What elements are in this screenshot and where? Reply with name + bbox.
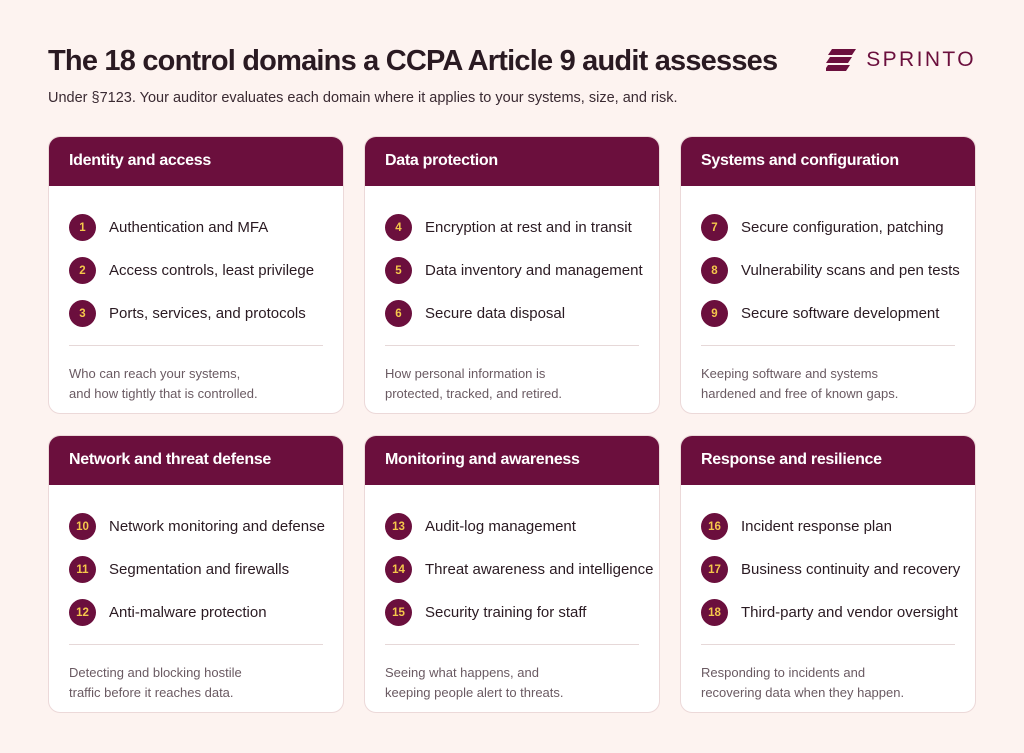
card-divider bbox=[701, 644, 955, 645]
number-badge: 13 bbox=[385, 513, 412, 540]
control-label: Audit-log management bbox=[425, 518, 576, 535]
domain-grid bbox=[48, 136, 976, 712]
control-item bbox=[69, 249, 343, 292]
control-label: Secure data disposal bbox=[425, 305, 566, 322]
control-list bbox=[365, 186, 659, 335]
number-badge: 1 bbox=[69, 214, 96, 241]
control-list bbox=[49, 186, 343, 335]
control-label: Incident response plan bbox=[741, 518, 892, 535]
control-label: Ports, services, and protocols bbox=[109, 305, 306, 322]
header bbox=[48, 44, 978, 106]
control-item bbox=[69, 292, 343, 335]
domain-card bbox=[680, 435, 976, 713]
card-description: Who can reach your systems, and how tightly that is controlled. bbox=[69, 366, 258, 401]
number-badge: 9 bbox=[701, 300, 728, 327]
control-item bbox=[385, 206, 659, 249]
number-badge: 8 bbox=[701, 257, 728, 284]
domain-card bbox=[48, 435, 344, 713]
control-item bbox=[385, 548, 659, 591]
control-label: Security training for staff bbox=[425, 604, 587, 621]
control-label: Threat awareness and intelligence bbox=[425, 561, 654, 578]
card-title: Systems and configuration bbox=[681, 137, 975, 186]
logo-text: SPRINTO bbox=[866, 48, 976, 71]
card-divider bbox=[385, 345, 639, 346]
card-description: Seeing what happens, and keeping people alert to threats. bbox=[385, 665, 564, 700]
domain-card bbox=[364, 435, 660, 713]
card-title: Monitoring and awareness bbox=[365, 436, 659, 485]
card-description: Keeping software and systems hardened and free of known gaps. bbox=[701, 366, 899, 401]
number-badge: 7 bbox=[701, 214, 728, 241]
control-item bbox=[69, 505, 343, 548]
domain-card bbox=[680, 136, 976, 414]
control-list bbox=[49, 485, 343, 634]
control-list bbox=[681, 186, 975, 335]
card-divider bbox=[69, 345, 323, 346]
number-badge: 18 bbox=[701, 599, 728, 626]
control-item bbox=[701, 206, 975, 249]
control-item bbox=[69, 206, 343, 249]
control-item bbox=[701, 292, 975, 335]
number-badge: 6 bbox=[385, 300, 412, 327]
card-title: Data protection bbox=[365, 137, 659, 186]
card-description: How personal information is protected, tracked, and retired. bbox=[385, 366, 563, 401]
control-label: Data inventory and management bbox=[425, 262, 643, 279]
number-badge: 17 bbox=[701, 556, 728, 583]
number-badge: 11 bbox=[69, 556, 96, 583]
control-list bbox=[365, 485, 659, 634]
number-badge: 15 bbox=[385, 599, 412, 626]
card-description: Detecting and blocking hostile traffic before it reaches data. bbox=[69, 665, 242, 700]
control-item bbox=[701, 548, 975, 591]
control-item bbox=[701, 249, 975, 292]
control-item bbox=[385, 505, 659, 548]
number-badge: 2 bbox=[69, 257, 96, 284]
control-label: Secure software development bbox=[741, 305, 940, 322]
control-item bbox=[69, 591, 343, 634]
control-label: Access controls, least privilege bbox=[109, 262, 315, 279]
number-badge: 16 bbox=[701, 513, 728, 540]
control-item bbox=[701, 505, 975, 548]
sprinto-logo-icon bbox=[826, 49, 856, 71]
control-label: Encryption at rest and in transit bbox=[425, 219, 632, 236]
card-divider bbox=[701, 345, 955, 346]
control-item bbox=[701, 591, 975, 634]
number-badge: 3 bbox=[69, 300, 96, 327]
control-label: Network monitoring and defense bbox=[109, 518, 325, 535]
domain-card bbox=[364, 136, 660, 414]
control-label: Anti-malware protection bbox=[109, 604, 267, 621]
control-item bbox=[69, 548, 343, 591]
control-label: Segmentation and firewalls bbox=[109, 561, 290, 578]
number-badge: 4 bbox=[385, 214, 412, 241]
card-divider bbox=[69, 644, 323, 645]
page-title: The 18 control domains a CCPA Article 9 audit assesses bbox=[48, 45, 778, 77]
sprinto-logo bbox=[826, 48, 976, 72]
control-label: Business continuity and recovery bbox=[741, 561, 961, 578]
card-title: Network and threat defense bbox=[49, 436, 343, 485]
number-badge: 14 bbox=[385, 556, 412, 583]
control-label: Third-party and vendor oversight bbox=[741, 604, 958, 621]
card-description: Responding to incidents and recovering data when they happen. bbox=[701, 665, 905, 700]
number-badge: 5 bbox=[385, 257, 412, 284]
control-label: Authentication and MFA bbox=[109, 219, 269, 236]
control-list bbox=[681, 485, 975, 634]
card-divider bbox=[385, 644, 639, 645]
number-badge: 12 bbox=[69, 599, 96, 626]
page-subtitle: Under §7123. Your auditor evaluates each domain where it applies to your systems, size, and risk. bbox=[48, 90, 678, 106]
control-item bbox=[385, 249, 659, 292]
card-title: Response and resilience bbox=[681, 436, 975, 485]
card-title: Identity and access bbox=[49, 137, 343, 186]
domain-card bbox=[48, 136, 344, 414]
control-item bbox=[385, 292, 659, 335]
control-item bbox=[385, 591, 659, 634]
number-badge: 10 bbox=[69, 513, 96, 540]
control-label: Secure configuration, patching bbox=[741, 219, 944, 236]
control-label: Vulnerability scans and pen tests bbox=[741, 262, 960, 279]
